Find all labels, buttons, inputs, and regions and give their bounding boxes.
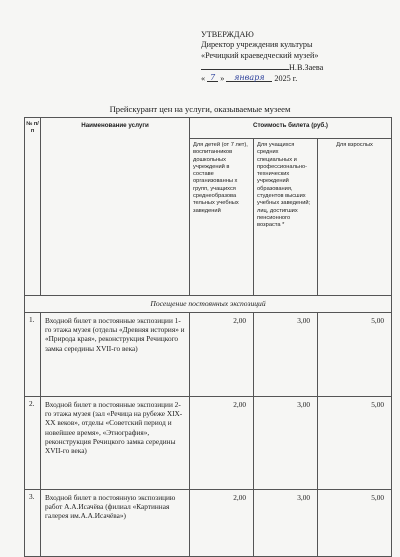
row-number: 2. <box>25 397 41 490</box>
date-quote-open: « <box>201 73 206 83</box>
document-title: Прейскурант цен на услуги, оказываемые музеем <box>109 104 291 114</box>
price-students: 3,00 <box>254 397 318 490</box>
date-day: 7 <box>207 73 218 82</box>
subheader-students: Для учащихся средних специальных и профессионально-технических учреждений образования, студентов высших учебных заведений; лиц, достигших пенсионного возраста * <box>254 139 318 296</box>
date-month: января <box>226 73 272 82</box>
row-number: 3. <box>25 490 41 557</box>
table-row <box>25 313 392 397</box>
date-year: 2025 г. <box>274 73 298 83</box>
subheader-adults: Для взрослых <box>318 139 392 296</box>
table-row <box>25 397 392 490</box>
signature-underline <box>201 61 289 70</box>
header-number: № п/п <box>25 118 41 296</box>
row-service-name: Входной билет в постоянные экспозиции 2-го этажа музея (зал «Речица на рубеже XIX-XX веков», отделы «Советский период и новейшее время», «Этнография», реконструкция Речицкого замка середины XVII-го века) <box>41 397 190 490</box>
section-row <box>25 296 392 313</box>
row-number: 1. <box>25 313 41 397</box>
date-quote-close: » <box>220 73 225 83</box>
price-children: 2,00 <box>190 490 254 557</box>
price-adults: 5,00 <box>318 313 392 397</box>
approval-date <box>201 74 391 84</box>
price-adults: 5,00 <box>318 490 392 557</box>
header-ticket-cost: Стоимость билета (руб.) <box>190 118 392 139</box>
price-students: 3,00 <box>254 490 318 557</box>
section-title: Посещение постоянных экспозиций <box>25 296 392 313</box>
header-service-name: Наименование услуги <box>41 118 190 296</box>
price-adults: 5,00 <box>318 397 392 490</box>
price-children: 2,00 <box>190 313 254 397</box>
approval-title: УТВЕРЖДАЮ <box>201 30 254 39</box>
price-table <box>24 117 392 557</box>
row-service-name: Входной билет в постоянную экспозицию работ А.А.Исачёва (филиал «Картинная галерея им.А.А.Исачёва») <box>41 490 190 557</box>
price-students: 3,00 <box>254 313 318 397</box>
row-service-name: Входной билет в постоянные экспозиции 1-го этажа музея (отделы «Древняя история» и «Природа края», реконструкция Речицкого замка середины XVII-го века) <box>41 313 190 397</box>
table-header-row <box>25 118 392 139</box>
approval-position: Директор учреждения культуры <box>201 40 313 50</box>
approval-organization: «Речицкий краеведческий музей» <box>201 50 319 60</box>
subheader-children: Для детей (от 7 лет), воспитанников дошкольных учреждений в составе организованны х групп, учащихся среднеобразова тельных учебных заведений <box>190 139 254 296</box>
table-row <box>25 490 392 557</box>
approval-block <box>201 30 391 84</box>
approval-signer: Н.В.Заева <box>289 63 324 73</box>
price-children: 2,00 <box>190 397 254 490</box>
